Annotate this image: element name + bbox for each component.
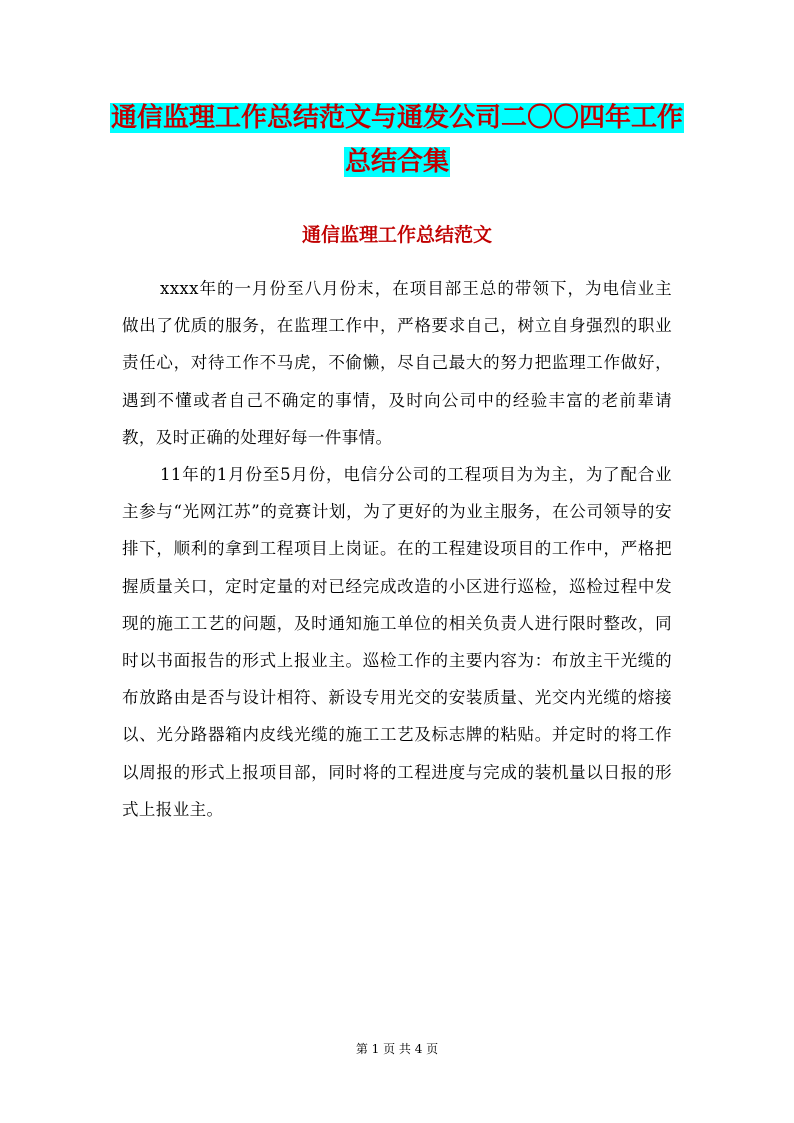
page-footer: 第 1 页 共 4 页 xyxy=(355,1042,439,1056)
document-title-text: 通信监理工作总结范文与通发公司二〇〇四年工作总结合集 xyxy=(111,103,684,177)
document-title xyxy=(110,96,684,184)
body-text xyxy=(122,270,672,828)
section-title: 通信监理工作总结范文 xyxy=(301,224,492,246)
paragraph-1: xxxx年的一月份至八月份末，在项目部王总的带领下，为电信业主做出了优质的服务，在监理工作中，严格要求自己，树立自身强烈的职业责任心，对待工作不马虎，不偷懒，尽自己最大的努力把监理工作做好，遇到不懂或者自己不确定的事情，及时向公司中的经验丰富的老前辈请教，及时正确的处理好每一件事情。 xyxy=(122,279,672,447)
paragraph-2: 11年的1月份至5月份，电信分公司的工程项目为为主，为了配合业主参与“光网江苏”的竞赛计划，为了更好的为业主服务，在公司领导的安排下，顺利的拿到工程项目上岗证。在的工程建设项目的工作中，严格把握质量关口，定时定量的对已经完成改造的小区进行巡检，巡检过程中发现的施工工艺的问题，及时通知施工单位的相关负责人进行限时整改，同时以书面报告的形式上报业主。巡检工作的主要内容为：布放主干光缆的布放路由是否与设计相符、新设专用光交的安装质量、光交内光缆的熔接以、光分路器箱内皮线光缆的施工工艺及标志牌的粘贴。并定时的将工作以周报的形式上报项目部，同时将的工程进度与完成的装机量以日报的形式上报业主。 xyxy=(122,465,672,819)
